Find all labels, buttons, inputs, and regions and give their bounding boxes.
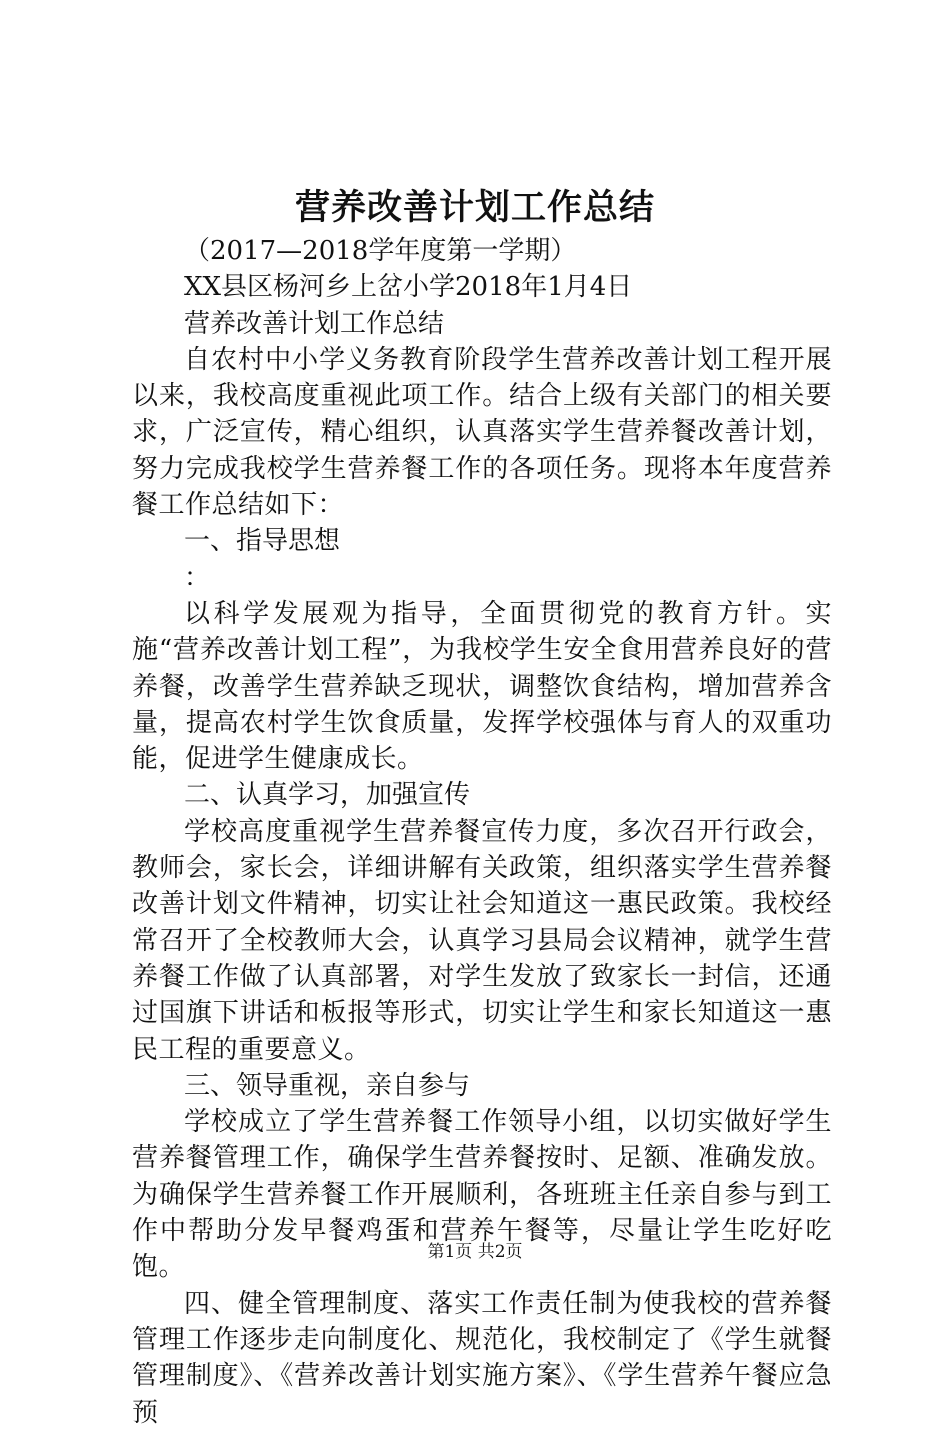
document-title: 营养改善计划工作总结 <box>294 187 655 228</box>
byline: XX县区杨河乡上岔小学2018年1月4日 <box>184 272 633 303</box>
intro-paragraph: 自农村中小学义务教育阶段学生营养改善计划工程开展以来，我校高度重视此项工作。结合上级有关部门的相关要求，广泛宣传，精心组织，认真落实学生营养餐改善计划，努力完成我校学生营养餐工作的各项任务。现将本年度营养餐工作总结如下： <box>132 344 832 521</box>
section3-heading: 三、领导重视，亲自参与 <box>184 1070 471 1101</box>
term-line: （2017—2018学年度第一学期） <box>184 236 577 266</box>
section3-paragraph: 学校成立了学生营养餐工作领导小组，以切实做好学生营养餐管理工作，确保学生营养餐按时、足额、准确发放。为确保学生营养餐工作开展顺利，各班班主任亲自参与到工作中帮助分发早餐鸡蛋和营养午餐等，尽量让学生吃好吃饱。 <box>132 1107 832 1283</box>
section2-heading: 二、认真学习，加强宣传 <box>184 780 471 811</box>
section2-paragraph: 学校高度重视学生营养餐宣传力度，多次召开行政会，教师会，家长会，详细讲解有关政策，组织落实学生营养餐改善计划文件精神，切实让社会知道这一惠民政策。我校经常召开了全校教师大会，认真学习县局会议精神，就学生营养餐工作做了认真部署，对学生发放了致家长一封信，还通过国旗下讲话和板报等形式，切实让学生和家长知道这一惠民工程的重要意义。 <box>132 816 832 1065</box>
section1-paragraph: 以科学发展观为指导，全面贯彻党的教育方针。实施“营养改善计划工程”，为我校学生安全食用营养良好的营养餐，改善学生营养缺乏现状，调整饮食结构，增加营养含量，提高农村学生饮食质量，发挥学校强体与育人的双重功能，促进学生健康成长。 <box>132 598 832 775</box>
section1-colon: ： <box>184 562 211 593</box>
subtitle-line: 营养改善计划工作总结 <box>184 308 445 339</box>
page-footer: 第1页 共2页 <box>427 1242 523 1262</box>
section4-paragraph: 四、健全管理制度、落实工作责任制为使我校的营养餐管理工作逐步走向制度化、规范化，我校制定了《学生就餐管理制度》、《营养改善计划实施方案》、《学生营养午餐应急预 <box>132 1288 832 1428</box>
section1-heading: 一、指导思想 <box>184 526 341 557</box>
